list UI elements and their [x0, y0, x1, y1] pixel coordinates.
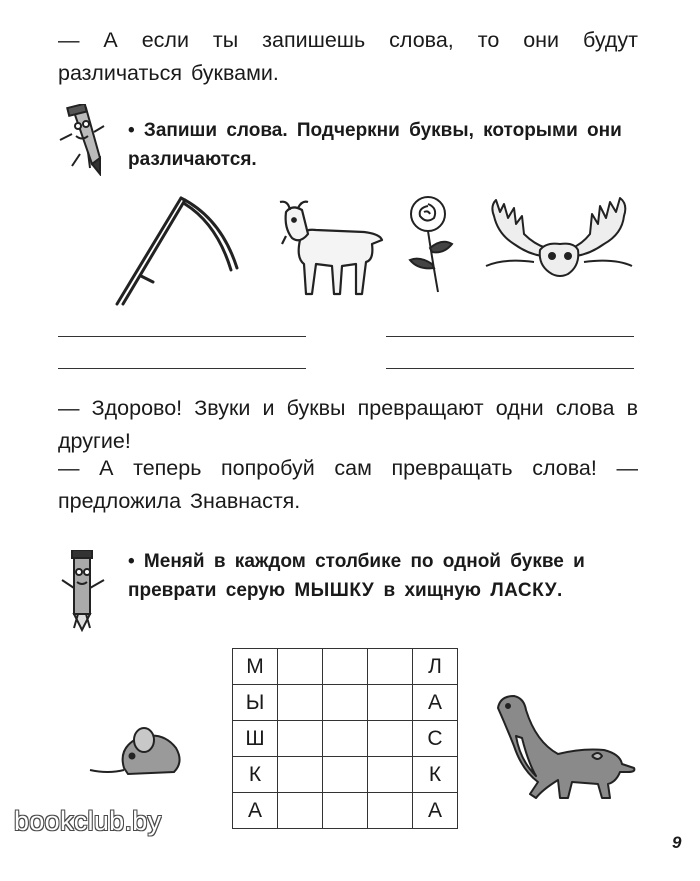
grid-cell-empty[interactable]	[278, 685, 323, 721]
task-2-text-before: • Меняй в каждом столбике по одной букве и преврати серую	[128, 551, 585, 601]
grid-cell-end: С	[413, 721, 458, 757]
answer-line-4[interactable]	[386, 368, 634, 369]
grid-cell-end: А	[413, 685, 458, 721]
mouse-icon	[88, 718, 188, 780]
goat-icon	[272, 198, 387, 300]
grid-cell-empty[interactable]	[323, 649, 368, 685]
page-number: 9	[672, 833, 682, 852]
task-1-instruction: • Запиши слова. Подчеркни буквы, которыми они различаются.	[128, 120, 622, 170]
grid-cell-empty[interactable]	[278, 649, 323, 685]
dialogue-paragraph-2: — Здорово! Звуки и буквы превращают одни слова в другие!	[58, 396, 638, 453]
grid-cell-end: А	[413, 793, 458, 829]
grid-cell-empty[interactable]	[323, 793, 368, 829]
grid-row	[233, 721, 458, 757]
grid-cell-empty[interactable]	[368, 793, 413, 829]
weasel-icon	[492, 690, 638, 802]
moose-antlers-icon	[484, 194, 634, 294]
grid-cell-empty[interactable]	[278, 721, 323, 757]
grid-cell-start: Ы	[233, 685, 278, 721]
grid-cell-empty[interactable]	[368, 757, 413, 793]
grid-row	[233, 757, 458, 793]
grid-cell-empty[interactable]	[368, 685, 413, 721]
grid-cell-end: К	[413, 757, 458, 793]
answer-line-3[interactable]	[58, 368, 306, 369]
pencil-icon	[56, 104, 106, 176]
grid-cell-start: М	[233, 649, 278, 685]
grid-cell-start: К	[233, 757, 278, 793]
answer-line-1[interactable]	[58, 336, 306, 337]
grid-cell-end: Л	[413, 649, 458, 685]
scythe-icon	[105, 190, 245, 310]
grid-cell-empty[interactable]	[323, 757, 368, 793]
grid-cell-empty[interactable]	[278, 793, 323, 829]
dialogue-paragraph-3: — А теперь попробуй сам превращать слова! — предложила Знавнастя.	[58, 456, 638, 513]
task-2-text-middle: в хищную	[374, 580, 491, 601]
grid-cell-start: Ш	[233, 721, 278, 757]
watermark: bookclub.by	[14, 806, 162, 836]
grid-row	[233, 793, 458, 829]
grid-cell-empty[interactable]	[368, 649, 413, 685]
task-2-instruction	[128, 547, 638, 605]
grid-cell-empty[interactable]	[323, 685, 368, 721]
grid-cell-start: А	[233, 793, 278, 829]
answer-line-2[interactable]	[386, 336, 634, 337]
word-ladder-grid	[232, 648, 458, 829]
grid-row	[233, 649, 458, 685]
task-2-text-after: .	[557, 580, 563, 601]
rose-icon	[402, 194, 456, 296]
dialogue-paragraph-1: — А если ты запишешь слова, то они будут различаться буквами.	[58, 28, 638, 85]
grid-cell-empty[interactable]	[368, 721, 413, 757]
word-from: МЫШКУ	[294, 580, 375, 601]
grid-row	[233, 685, 458, 721]
grid-cell-empty[interactable]	[278, 757, 323, 793]
grid-cell-empty[interactable]	[323, 721, 368, 757]
pencil-icon	[60, 550, 106, 632]
word-to: ЛАСКУ	[490, 580, 558, 601]
